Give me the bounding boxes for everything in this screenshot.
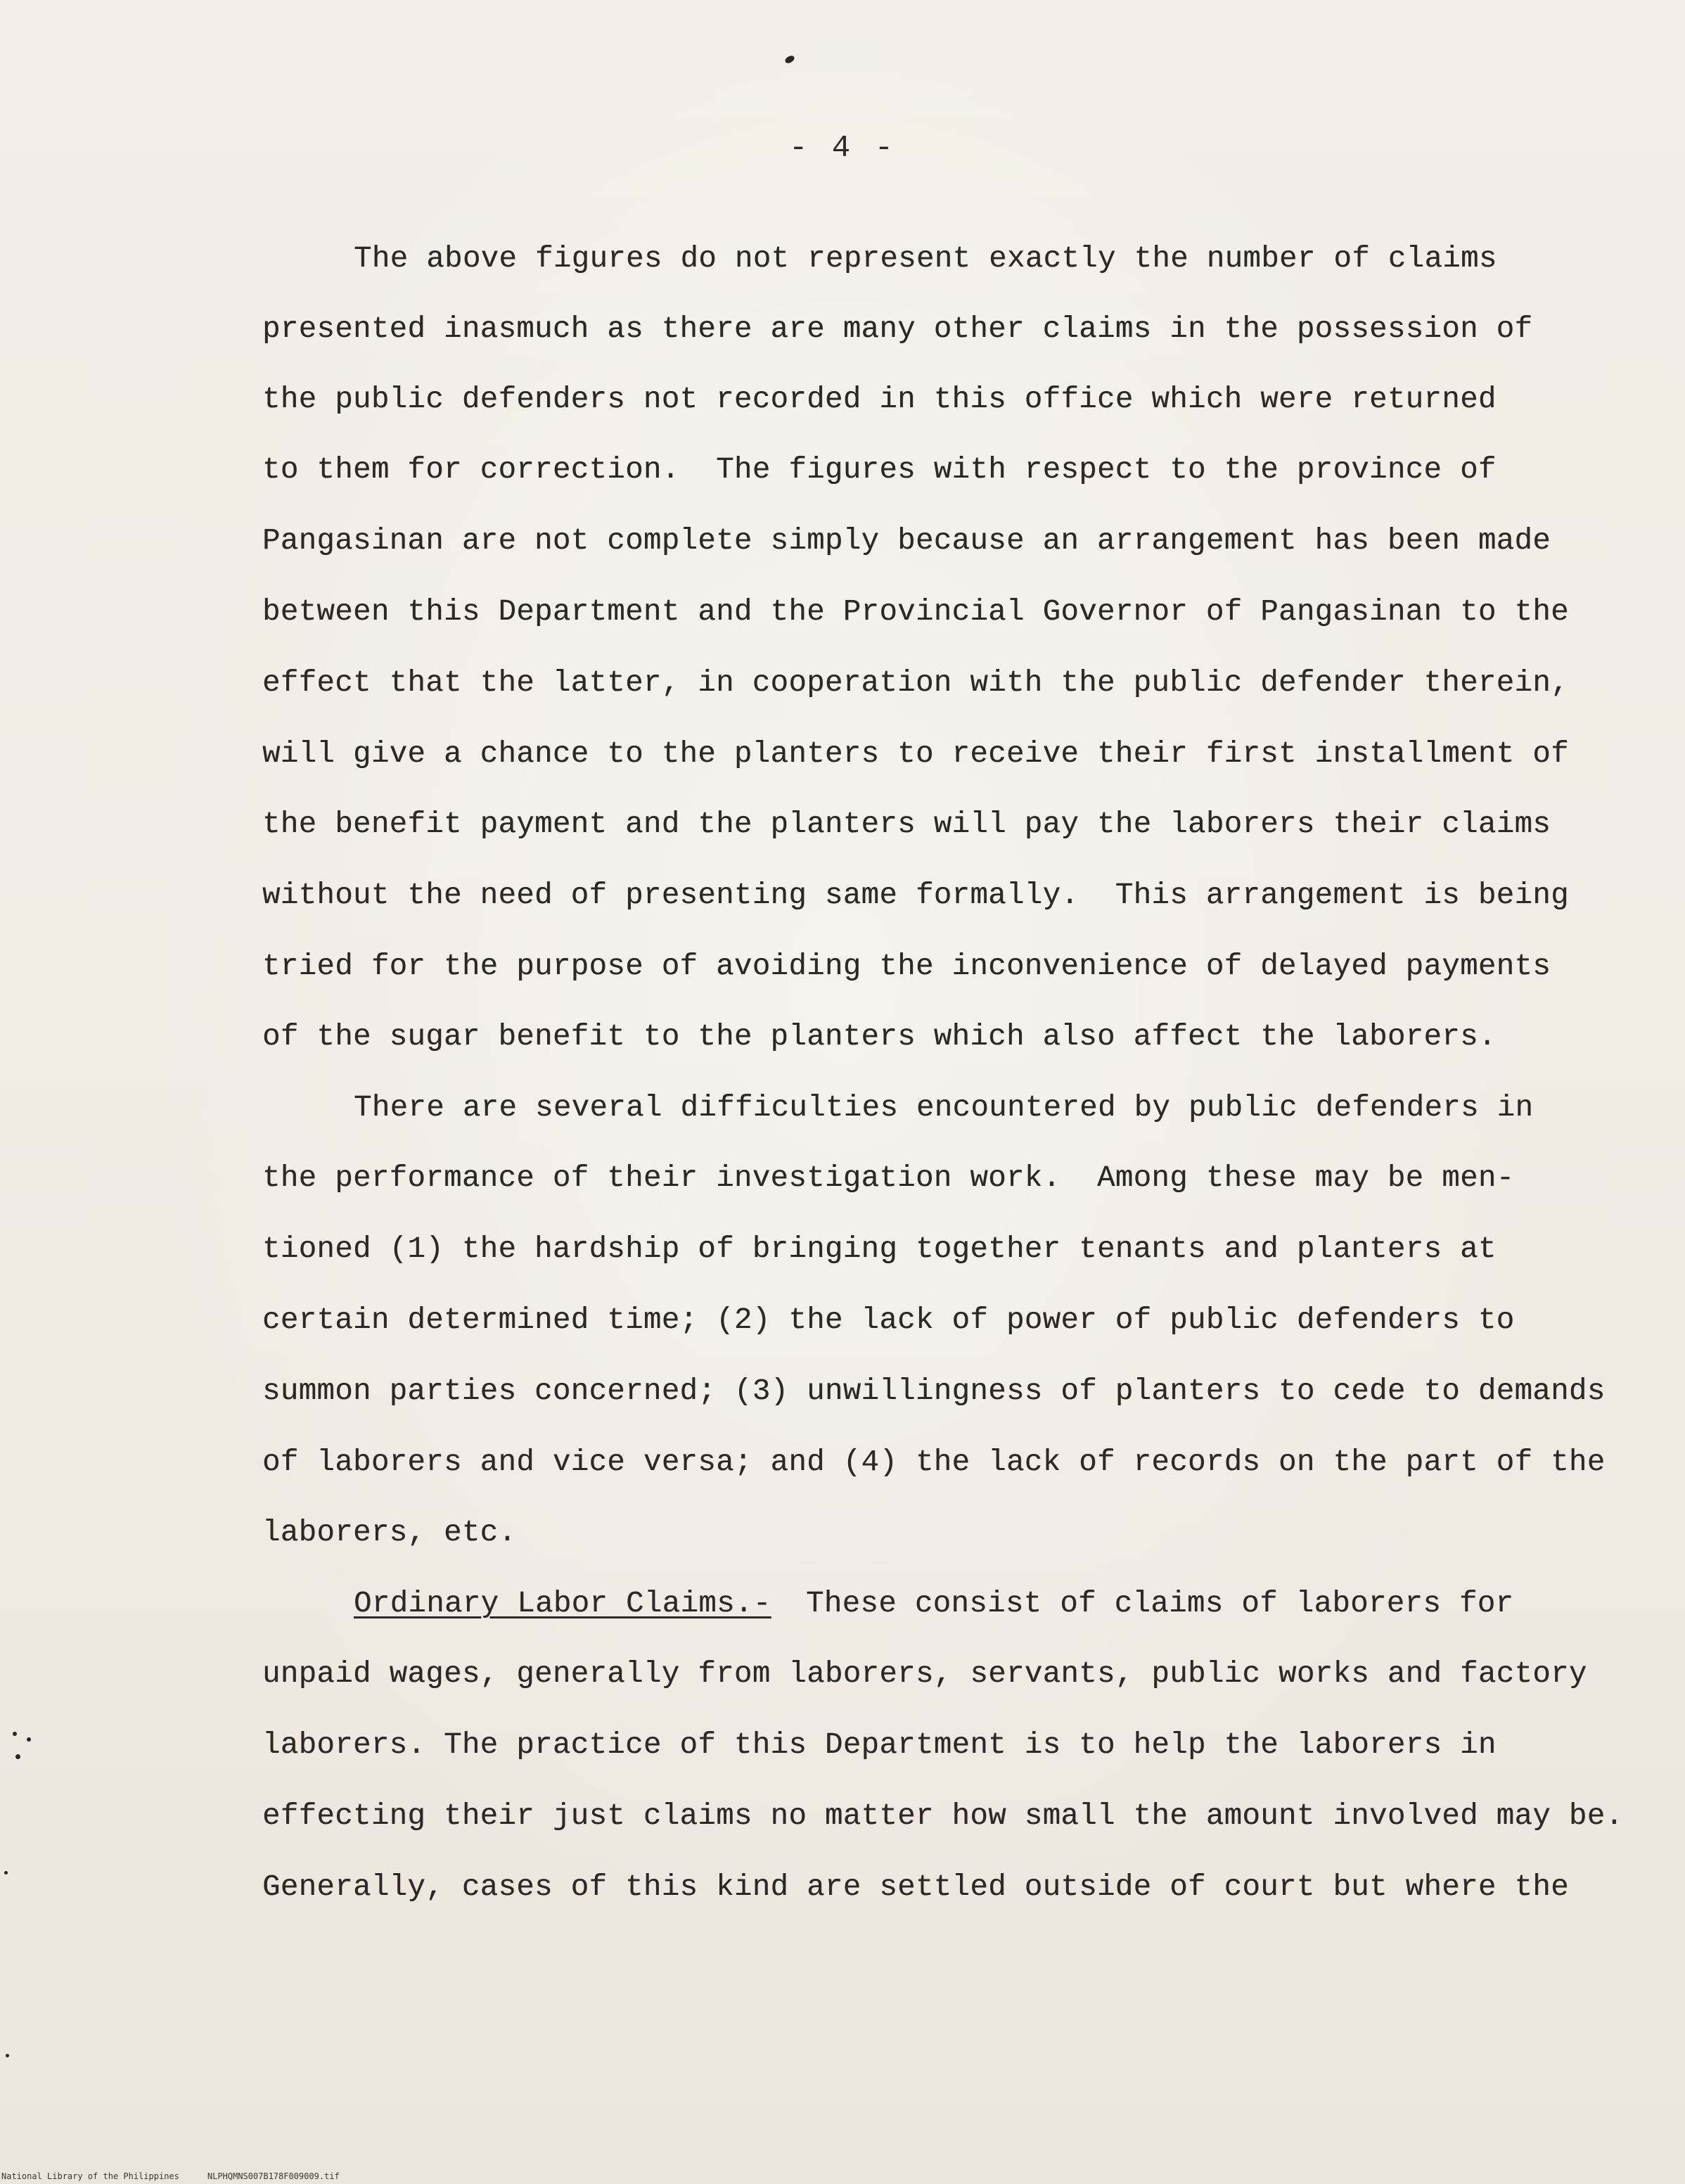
text-line-21: unpaid wages, generally from laborers, servants, public works and factory — [262, 1657, 1587, 1691]
ink-speck — [27, 1737, 31, 1742]
text-line-2: presented inasmuch as there are many other claims in the possession of — [262, 312, 1533, 346]
footer-file-id: NLPHQMNS007B178F009009.tif — [207, 2171, 340, 2181]
text-line-9: the benefit payment and the planters will pay the laborers their claims — [262, 807, 1551, 841]
text-line-8: will give a chance to the planters to receive their first installment of — [262, 737, 1569, 771]
text-line-20: These consist of claims of laborers for — [806, 1587, 1514, 1621]
text-line-3: the public defenders not recorded in this office which were returned — [262, 383, 1497, 416]
text-line-17: summon parties concerned; (3) unwillingness of planters to cede to demands — [262, 1374, 1606, 1408]
ink-speck — [784, 54, 796, 65]
text-line-23: effecting their just claims no matter how small the amount involved may be. — [262, 1799, 1624, 1833]
text-line-18: of laborers and vice versa; and (4) the lack of records on the part of the — [262, 1445, 1606, 1479]
text-line-24: Generally, cases of this kind are settled outside of court but where the — [262, 1870, 1569, 1904]
text-line-4: to them for correction. The figures with respect to the province of — [262, 453, 1497, 487]
text-line-22: laborers. The practice of this Department is to help the laborers in — [262, 1728, 1497, 1762]
text-line-19: laborers, etc. — [262, 1516, 517, 1550]
page-number: - 4 - — [788, 131, 897, 166]
section-heading: Ordinary Labor Claims.- — [354, 1587, 771, 1621]
text-line-7: effect that the latter, in cooperation with the public defender therein, — [262, 666, 1569, 700]
ink-speck — [4, 1871, 8, 1875]
text-line-16: certain determined time; (2) the lack of power of public defenders to — [262, 1303, 1515, 1337]
text-line-1: The above figures do not represent exactly the number of claims — [354, 242, 1497, 276]
text-line-13: There are several difficulties encountered by public defenders in — [354, 1091, 1534, 1125]
footer-library: National Library of the Philippines — [1, 2171, 179, 2181]
text-line-6: between this Department and the Provincial Governor of Pangasinan to the — [262, 595, 1569, 629]
text-line-11: tried for the purpose of avoiding the inconvenience of delayed payments — [262, 950, 1551, 983]
ink-speck — [6, 2054, 9, 2057]
ink-speck — [13, 1732, 17, 1736]
ink-speck — [15, 1754, 20, 1759]
scan-footer — [1, 2171, 368, 2181]
text-line-5: Pangasinan are not complete simply because an arrangement has been made — [262, 524, 1551, 558]
text-line-14: the performance of their investigation work. Among these may be men- — [262, 1161, 1515, 1195]
text-line-15: tioned (1) the hardship of bringing together tenants and planters at — [262, 1232, 1497, 1266]
text-line-12: of the sugar benefit to the planters which also affect the laborers. — [262, 1020, 1497, 1054]
text-line-10: without the need of presenting same formally. This arrangement is being — [262, 879, 1569, 912]
